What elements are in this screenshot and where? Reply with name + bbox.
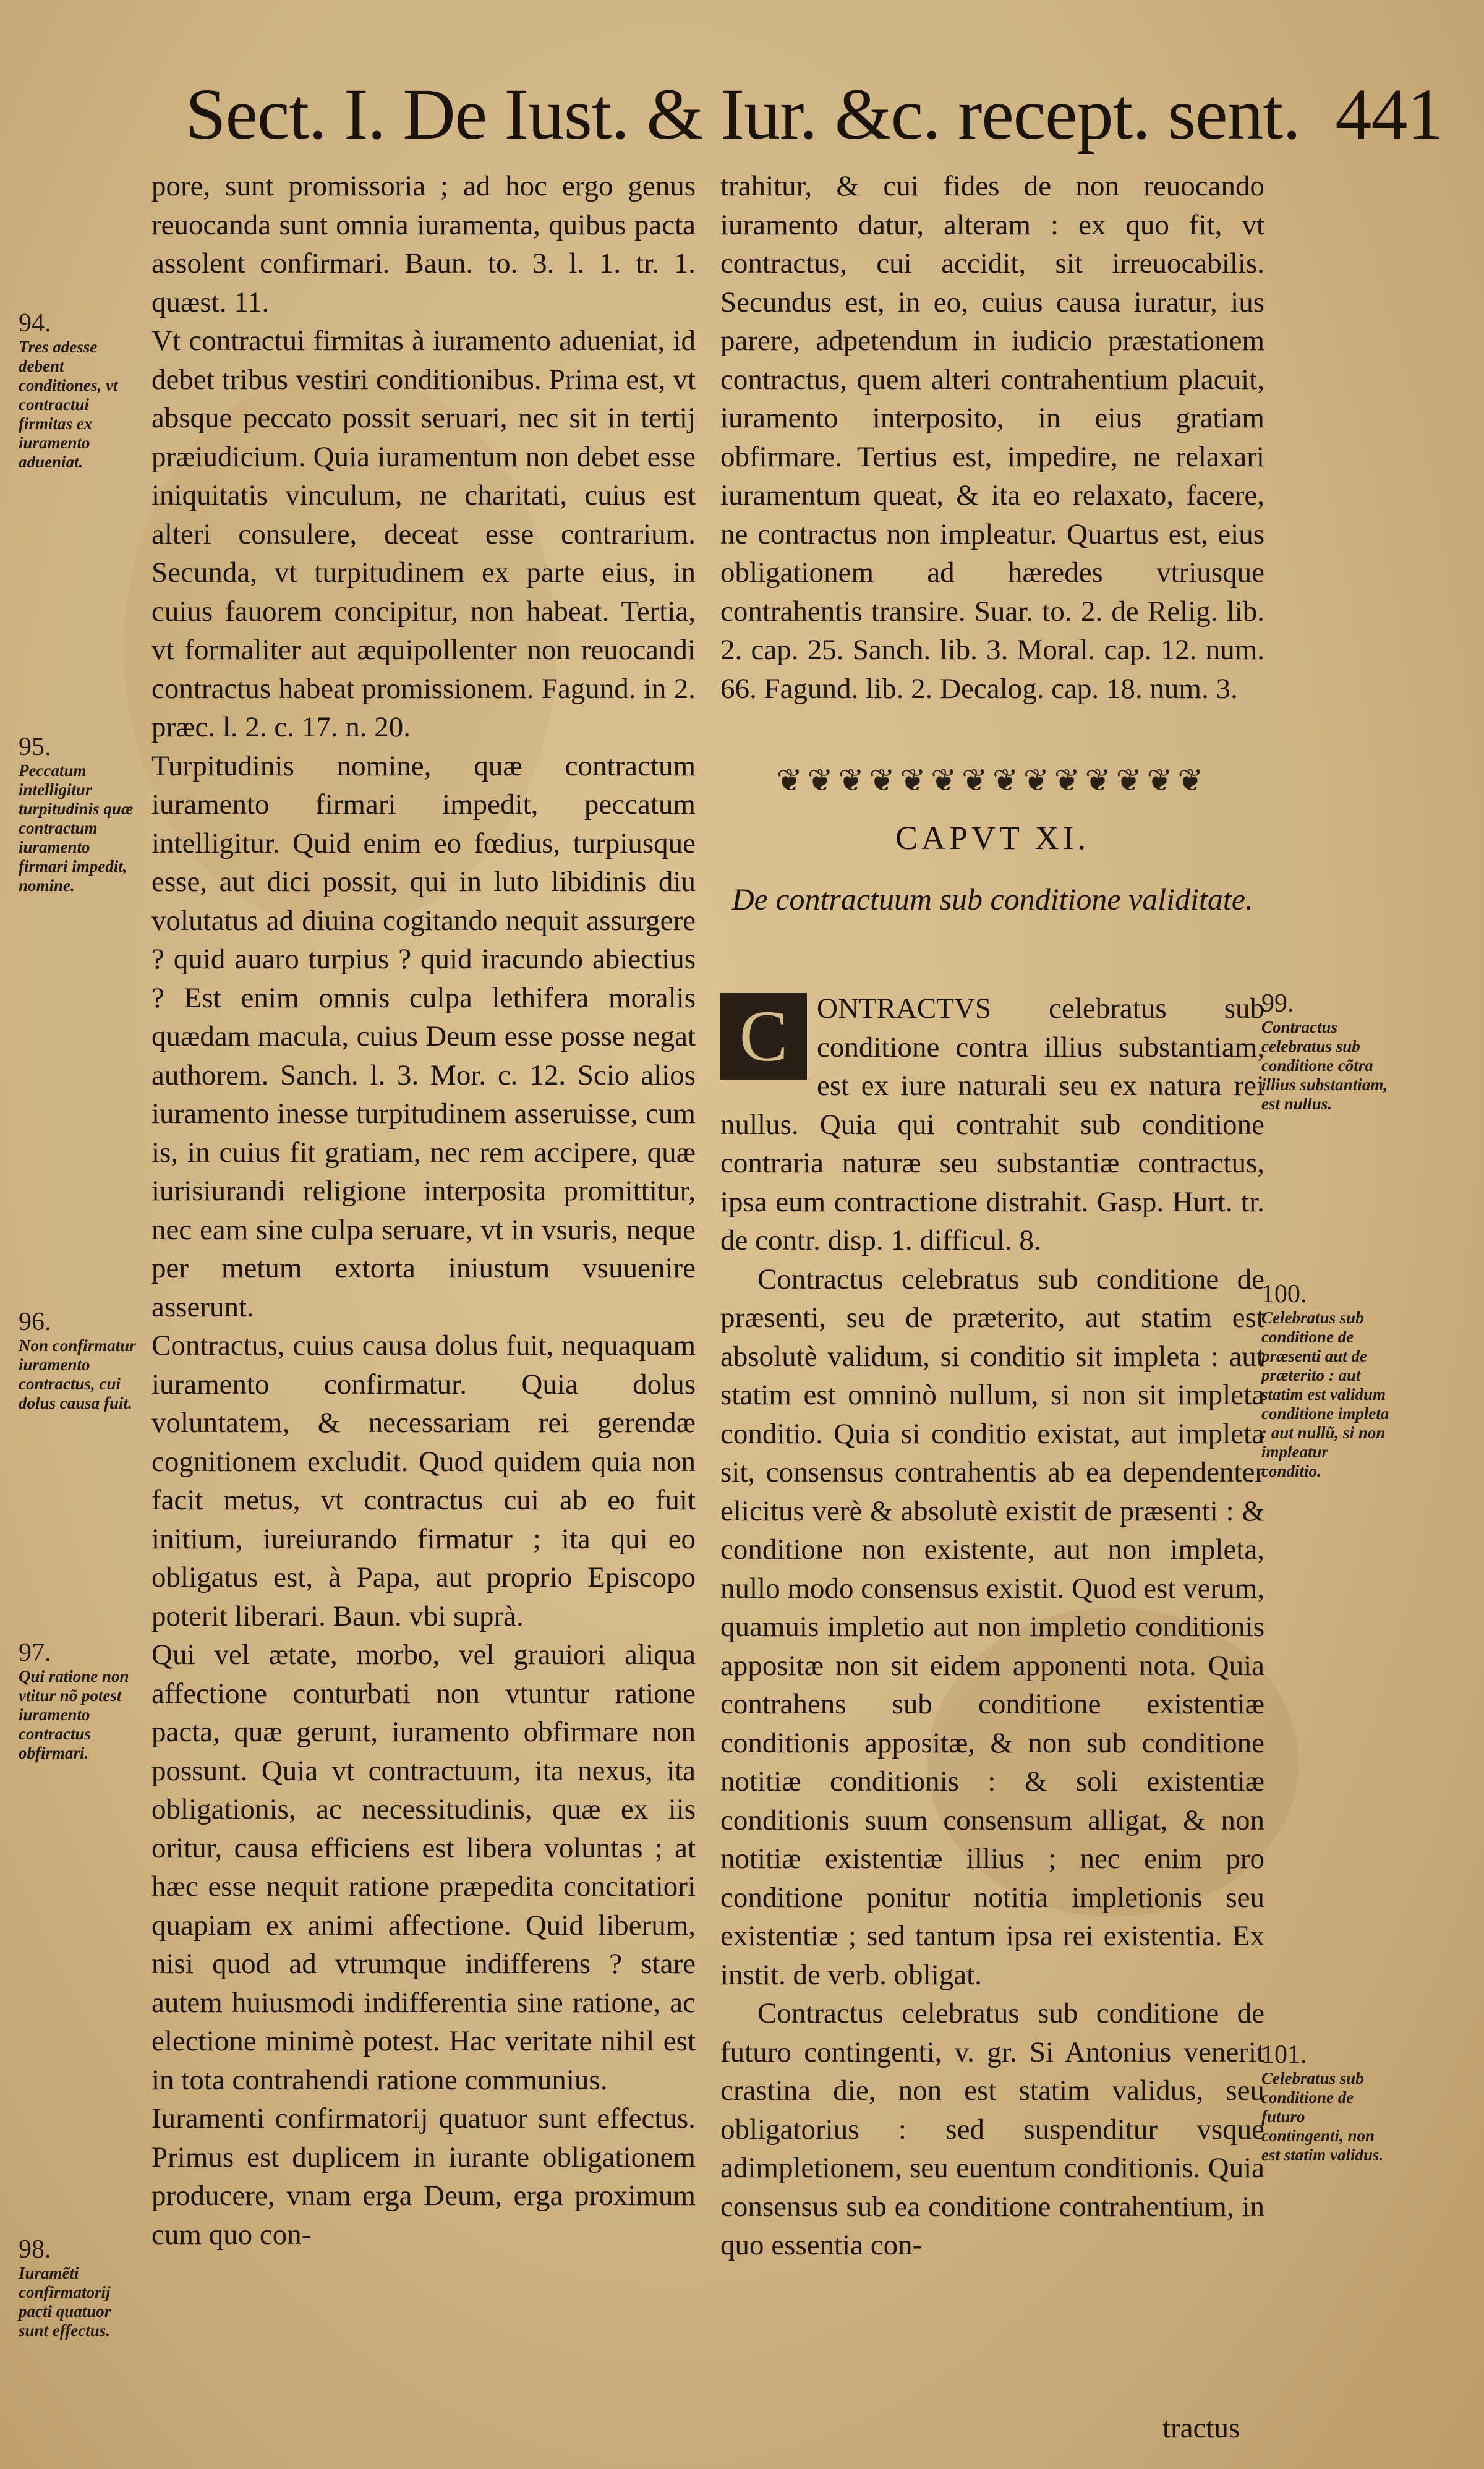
- chapter-body: [720, 989, 1264, 2265]
- paragraph: [720, 989, 1264, 1260]
- margin-note-text: Contractus celebratus sub conditione cõtra illius substantiam, est nullus.: [1261, 1018, 1388, 1113]
- margin-note-text: Qui ratione non vtitur nõ potest iuramento contractus obfirmari.: [19, 1667, 129, 1762]
- paragraph: trahitur, & cui fides de non reuocando iuramento datur, alteram : ex quo fit, vt contractus, cui accidit, sit irreuocabilis. Secundus est, in eo, cuius causa iuratur, ius parere, adpetendum in iudicio præstationem contractus, quem alteri contrahentium placuit, iuramento interposito, in eius gratiam obfirmare. Tertius est, impedire, ne relaxari iuramentum queat, & ita eo relaxato, facere, ne contractus non impleatur. Quartus est, eius obligationem ad hæredes vtriusque contrahentis transire. Suar. to. 2. de Relig. lib. 2. cap. 25. Sanch. lib. 3. Moral. cap. 12. num. 66. Fagund. lib. 2. Decalog. cap. 18. num. 3.: [720, 170, 1264, 705]
- paragraph: Iuramenti confirmatorij quatuor sunt effectus. Primus est duplicem in iurante obligationem producere, vnam erga Deum, erga proximum cum quo con-: [151, 2102, 696, 2251]
- paragraph: Contractus celebratus sub conditione de futuro contingenti, v. gr. Si Antonius venerit crastina die, non est statim validus, seu obligatorius : sed suspenditur vsque adimpletionem, seu euentum conditionis. Quia consensus sub ea conditione contrahentium, in quo essentia con-: [720, 1997, 1264, 2261]
- running-title: Sect. I. De Iust. & Iur. &c. recept. sent.: [186, 74, 1300, 155]
- margin-note-number: 99.: [1261, 989, 1294, 1018]
- paragraph: Turpitudinis nomine, quæ contractum iuramento firmari impedit, peccatum intelligitur. Quid enim eo fœdius, turpiusque esse, aut dici possit, qui in luto libidinis diu volutatus ad diuina cogitando nequit assurgere ? quid auaro turpius ? quid iracundo abiectius ? Est enim omnis culpa lethifera moralis quædam macula, cuius Deum esse posse negat authorem. Sanch. l. 3. Mor. c. 12. Scio alios iuramento inesse turpitudinem asseruisse, cum is, in cuius fit gratiam, nec rem accipere, quæ iurisiurandi religione interposita promittitur, nec eam sine culpa seruare, vt in vsuris, neque per metum extorta iniustum vsuuenire asserunt.: [151, 749, 696, 1323]
- margin-note-text: Iuramẽti confirmatorij pacti quatuor sunt effectus.: [19, 2264, 111, 2340]
- margin-note-97: [19, 1639, 142, 1763]
- paragraph: pore, sunt promissoria ; ad hoc ergo genus reuocanda sunt omnia iuramenta, quibus pacta assolent confirmari. Baun. to. 3. l. 1. tr. 1. quæst. 11.: [151, 170, 696, 318]
- drop-cap: C: [720, 993, 807, 1080]
- paragraph: Vt contractui firmitas à iuramento adueniat, id debet tribus vestiri conditionibus. Prima est, vt absque peccato possit seruari, nec sit in tertij præiudicium. Quia iuramentum non debet esse iniquitatis vinculum, ne charitati, cuius est alteri consulere, deceat esse contrarium. Secunda, vt turpitudinem ex parte eius, in cuius fauorem concipitur, non habeat. Tertia, vt formaliter aut æquipollenter non reuocandi contractus habeat promissionem. Fagund. in 2. præc. l. 2. c. 17. n. 20.: [151, 325, 696, 743]
- margin-note-number: 94.: [19, 309, 51, 338]
- margin-note-text: Peccatum intelligitur turpitudinis quæ contractum iuramento firmari impedit, nomine.: [19, 761, 134, 895]
- margin-note-text: Non confirmatur iuramento contractus, cui dolus causa fuit.: [19, 1336, 136, 1412]
- catchword: tractus: [1162, 2412, 1240, 2444]
- page-number: 441: [1335, 74, 1443, 155]
- right-column: [720, 167, 1264, 708]
- left-column: [151, 167, 696, 2254]
- margin-note-101: [1261, 2040, 1391, 2165]
- paragraph-text: ONTRACTVS celebratus sub conditione contra illius substantiam, est ex iure naturali seu ex natura rei nullus. Quia qui contrahit sub conditione contraria naturæ seu substantiæ contractus, ipsa eum contractione distrahit. Gasp. Hurt. tr. de contr. disp. 1. difficul. 8.: [720, 992, 1264, 1256]
- margin-note-99: [1261, 989, 1391, 1114]
- margin-note-number: 101.: [1261, 2040, 1307, 2069]
- margin-note-text: Celebratus sub conditione de præsenti aut de præterito : aut statim est validum conditione impleta : aut nullũ, si non impleatur conditio.: [1261, 1308, 1389, 1480]
- margin-note-text: Tres adesse debent conditiones, vt contractui firmitas ex iuramento adueniat.: [19, 338, 118, 471]
- margin-note-number: 95.: [19, 733, 51, 761]
- ornament-band: ❦❦❦❦❦❦❦❦❦❦❦❦❦❦: [776, 762, 1209, 798]
- margin-note-94: [19, 309, 142, 472]
- margin-note-98: [19, 2235, 142, 2340]
- paragraph: Contractus celebratus sub conditione de præsenti, seu de præterito, aut statim est absolutè validum, si conditio sit impleta : aut statim est omninò nullum, si non sit impleta conditio. Quia si conditio existat, aut impleta sit, consensus contrahentis ab ea dependenter elicitus verè & absolutè existit de præsenti : & conditione non existente, aut non impleta, nullo modo consensus existit. Quod est verum, quamuis impletio aut non impletio conditionis appositæ non sit eidem apponenti nota. Quia contrahens sub conditione existentiæ conditionis appositæ, & non sub conditione notitiæ conditionis : & soli existentiæ conditionis suum consensum alligat, & non notitiæ existentiæ illius ; nec enim pro conditione ponitur notitia impletionis seu existentiæ ; sed tantum ipsa rei existentia. Ex instit. de verb. obligat.: [720, 1263, 1264, 1991]
- margin-note-100: [1261, 1280, 1391, 1481]
- running-header: [186, 74, 1443, 155]
- margin-note-number: 98.: [19, 2235, 51, 2264]
- paragraph: Qui vel ætate, morbo, vel grauiori aliqua affectione conturbati non vtuntur ratione pacta, quæ gerunt, iuramento obfirmare non possunt. Quia vt contractuum, ita nexus, ita obligationis, ac necessitudinis, quæ ex iis oritur, causa efficiens est libera voluntas ; at hæc esse nequit ratione præpedita concitatiori quapiam ex animi affectione. Quid liberum, nisi quod ad vtrumque indifferens ? stare autem huiusmodi indifferentia sine ratione, ac electione minimè potest. Hac veritate nihil est in tota contrahendi ratione communius.: [151, 1639, 696, 2096]
- chapter-subtitle: De contractuum sub conditione validitate.: [731, 882, 1253, 916]
- margin-note-number: 100.: [1261, 1280, 1307, 1308]
- margin-note-95: [19, 733, 142, 895]
- margin-note-96: [19, 1308, 142, 1413]
- chapter-title: CAPVT XI.: [895, 819, 1090, 856]
- margin-note-number: 97.: [19, 1639, 51, 1667]
- margin-note-number: 96.: [19, 1308, 51, 1336]
- margin-note-text: Celebratus sub conditione de futuro contingenti, non est statim validus.: [1261, 2069, 1384, 2164]
- paragraph: Contractus, cuius causa dolus fuit, nequaquam iuramento confirmatur. Quia dolus voluntatem, & necessariam rei gerendæ cognitionem excludit. Quod quidem quia non facit metus, vt contractus cui ab eo fuit initium, iureiurando firmatur ; ita qui eo obligatus est, à Papa, aut proprio Episcopo poterit liberari. Baun. vbi suprà.: [151, 1329, 696, 1632]
